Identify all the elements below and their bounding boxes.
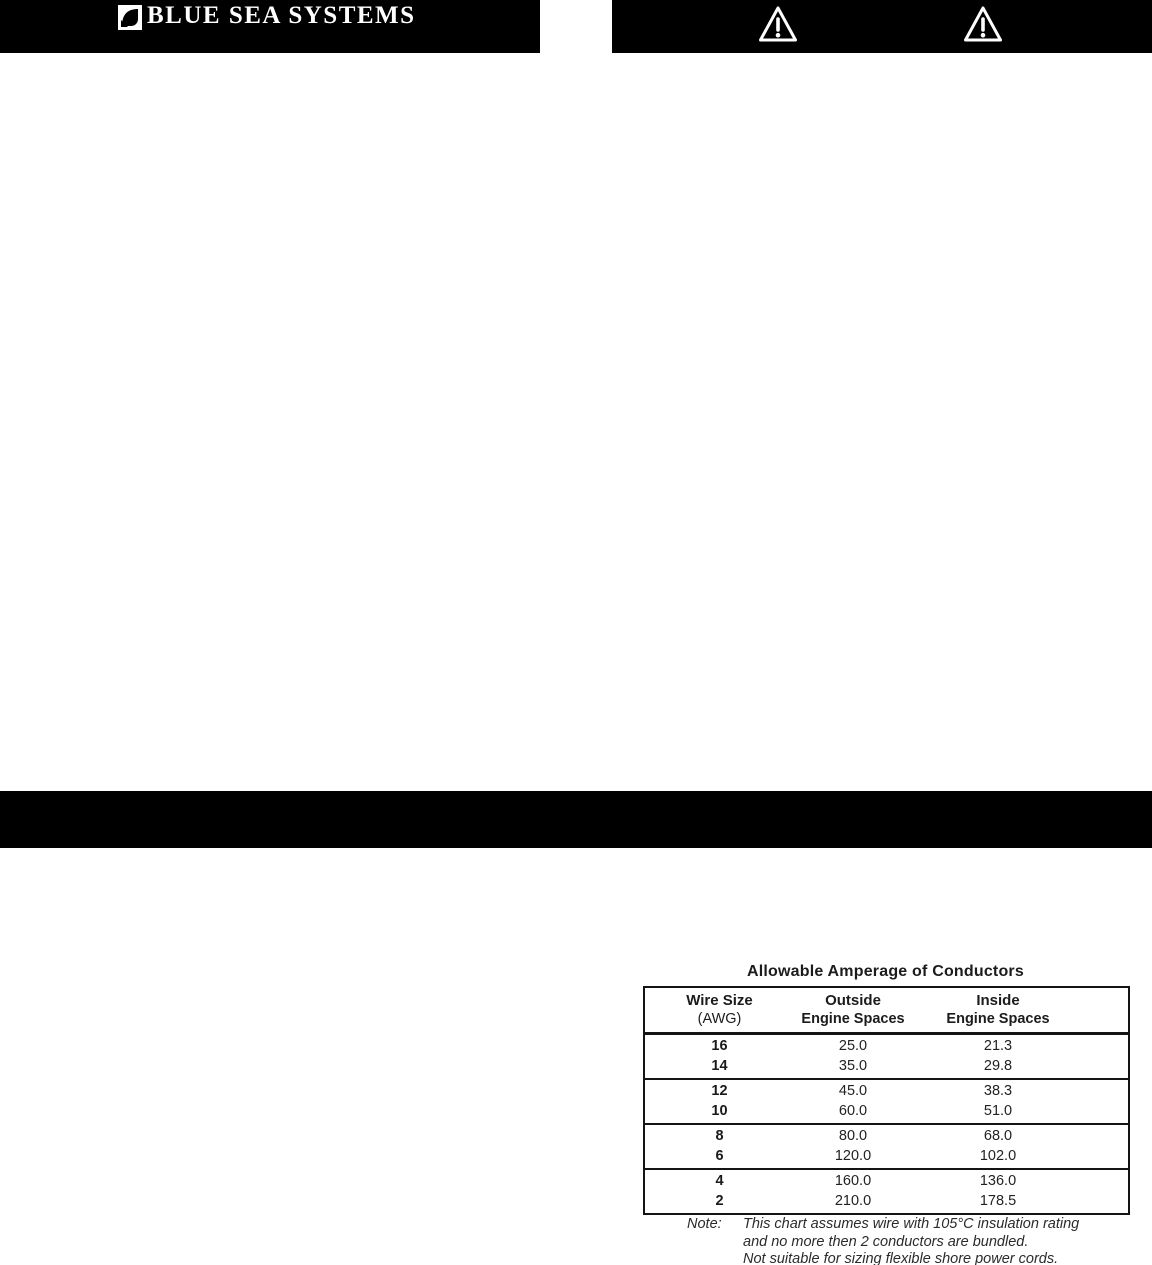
outside-amps-cell: 25.0 35.0 [794,1034,912,1080]
note-label: Note: [687,1216,722,1232]
table-header-row [644,987,1129,1034]
table-row [644,1079,1129,1124]
inside-amps-cell: 21.3 29.8 [912,1034,1084,1080]
wire-size-cell: 16 14 [644,1034,794,1080]
note-text: This chart assumes wire with 105°C insulation rating and no more then 2 conductors are bundled. Not suitable for sizing flexible shore power cords. [743,1216,1080,1265]
outside-amps-cell: 160.0 210.0 [834,1173,872,1209]
blue-sea-logo-icon [118,5,142,30]
table-note [687,1216,1127,1265]
col-header-outside: Outside Engine Spaces [794,987,912,1034]
brand-bar [0,0,540,53]
wire-size-cell: 8 6 [644,1124,794,1169]
amperage-table [643,986,1130,1215]
inside-amps-cell: 136.0 178.5 [979,1173,1017,1209]
inside-amps-cell: 68.0 102.0 [912,1124,1084,1169]
warning-triangle-icon [758,5,798,45]
table-row [644,1034,1129,1080]
inside-amps-cell: 38.3 51.0 [912,1079,1084,1124]
outside-amps-cell: 45.0 60.0 [794,1079,912,1124]
table-row [644,1124,1129,1169]
wire-size-cell: 4 2 [715,1173,724,1209]
warning-bar [612,0,1152,53]
outside-amps-cell: 80.0 120.0 [794,1124,912,1169]
table-title: Allowable Amperage of Conductors [747,963,1024,980]
warning-triangle-icon [963,5,1003,45]
col-header-inside: Inside Engine Spaces [912,987,1084,1034]
table-row [644,1169,1129,1214]
col-header-wire-size: Wire Size (AWG) [644,987,794,1034]
brand-name: BLUE SEA SYSTEMS [147,2,416,29]
wire-size-cell: 12 10 [644,1079,794,1124]
col-header-spacer [1084,987,1129,1034]
section-divider-band [0,791,1152,848]
